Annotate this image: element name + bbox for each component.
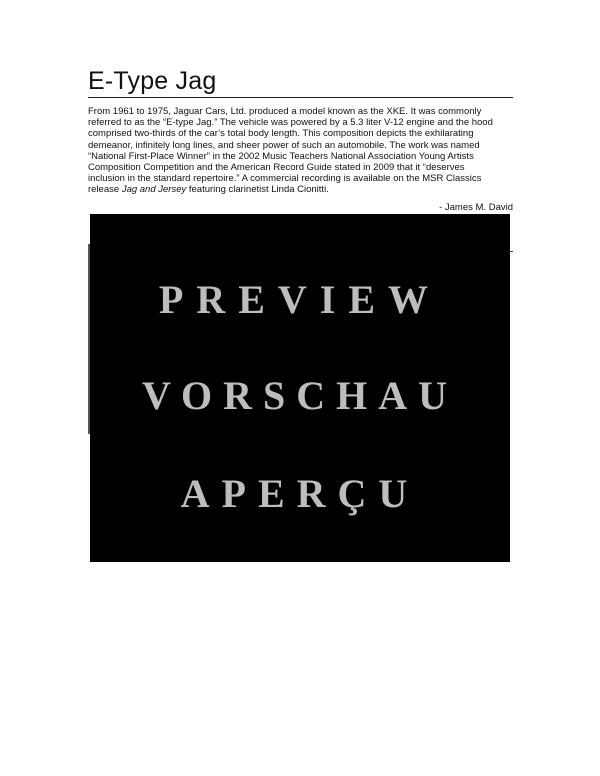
program-note-line: comprised two-thirds of the car’s total body length. This composition depicts the exhilarating — [88, 128, 474, 140]
preview-watermark-overlay — [90, 214, 510, 562]
program-note-line: featuring clarinetist Linda Cionitti. — [186, 184, 329, 196]
staff-line-trace — [510, 251, 513, 252]
program-note-line: Composition Competition and the American Record Guide stated in 2009 that it “deserves — [88, 162, 465, 174]
program-note-line: “National First-Place Winner” in the 2002 Music Teachers National Association Young Artists — [88, 150, 474, 162]
composer-attribution: - James M. David — [439, 202, 513, 213]
program-note-line: referred to as the “E-type Jag.” The vehicle was powered by a 5.3 liter V-12 engine and the hood — [88, 117, 493, 129]
watermark-preview: PREVIEW — [158, 277, 442, 322]
program-note-line: inclusion in the standard repertoire.” A commercial recording is available on the MSR Classics — [88, 173, 482, 185]
watermark-apercu: APERÇU — [180, 471, 420, 516]
program-note-line: demeanor, infinitely long lines, and sheer power of such an automobile. The work was named — [88, 139, 480, 151]
program-note-line: From 1961 to 1975, Jaguar Cars, Ltd. produced a model known as the XKE. It was commonly — [88, 106, 482, 117]
watermark-vorschau: VORSCHAU — [141, 373, 459, 418]
album-title: Jag and Jersey — [121, 184, 187, 196]
title-divider — [88, 97, 513, 98]
program-note — [88, 106, 518, 196]
program-note-line: release — [88, 184, 122, 196]
page-title: E-Type Jag — [88, 67, 217, 95]
